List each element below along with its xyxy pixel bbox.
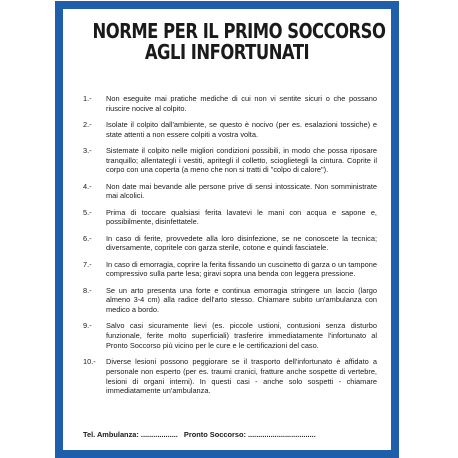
rule-number: 8.- <box>83 285 92 295</box>
sign-footer <box>83 430 381 439</box>
first-aid-sign <box>55 1 399 458</box>
rule-number: 7.- <box>83 259 92 269</box>
rule-number: 3.- <box>83 146 92 155</box>
rule-item <box>83 286 377 315</box>
ambulance-phone-label: Tel. Ambulanza: .................. <box>83 430 178 439</box>
rule-number: 6.- <box>83 233 92 243</box>
rule-item <box>83 182 377 201</box>
rule-text: Salvo casi sicuramente lievi (es. piccole ustioni, contusioni senza disturbo funzionale, ferite molto superficiali) trasferire immediatamente l'infortunato al Pronto Soccorso più vicino per le cure e le certificazioni del caso. <box>106 321 377 350</box>
rules-list <box>83 94 377 403</box>
rule-number: 10.- <box>83 357 96 367</box>
rule-text: Prima di toccare qualsiasi ferita lavatevi le mani con acqua e sapone e, possibilmente, disinfettatele. <box>106 207 377 227</box>
rule-item <box>83 321 377 350</box>
rule-text: In caso di ferite, provvedete alla loro disinfezione, se ne conoscete la tecnica; diversamente, copritele con garza sterile, cotone e quindi fasciatele. <box>106 233 377 253</box>
rule-item <box>83 120 377 139</box>
rule-number: 2.- <box>83 120 92 129</box>
rule-item <box>83 208 377 227</box>
rule-number: 9.- <box>83 321 92 331</box>
rule-number: 5.- <box>83 207 92 217</box>
sign-title <box>92 19 386 64</box>
rule-text: Non date mai bevande alle persone prive di sensi intossicate. Non somministrate mai alcolici. <box>106 181 377 201</box>
rule-item <box>83 146 377 175</box>
rule-text: Diverse lesioni possono peggiorare se il trasporto dell'infortunato è affidato a personale non esperto (per es. traumi cranici, fratture anche sospette di vertebre, lesioni di organi interni). In questi casi - anche solo sospetti - chiamare immediatamente un'ambulanza. <box>106 357 377 396</box>
rule-text: In caso di emorragia, coprire la ferita fissando un cuscinetto di garza o un tampone compressivo sulla parte lesa; giravi sopra una benda con leggera pressione. <box>106 259 377 279</box>
rule-item <box>83 357 377 396</box>
title-line-1: NORME PER IL PRIMO SOCCORSO <box>92 19 386 43</box>
emergency-phone-label: Pronto Soccorso: ................................. <box>183 430 316 439</box>
rule-text: Non eseguite mai pratiche mediche di cui non vi sentite sicuri o che possano riuscire nocive al colpito. <box>106 94 377 113</box>
rule-number: 1.- <box>83 94 92 103</box>
rule-item <box>83 94 377 113</box>
title-line-2: AGLI INFORTUNATI <box>144 40 310 64</box>
rule-item <box>83 234 377 253</box>
rule-text: Isolate il colpito dall'ambiente, se questo è nocivo (per es. esalazioni tossiche) e state attenti a non essere colpiti a vostra volta. <box>106 120 377 139</box>
rule-text: Se un arto presenta una forte e continua emorragia stringere un laccio (largo almeno 3-4 cm) alla radice dell'arto stesso. Chiamare subito un'ambulanza con medico a bordo. <box>106 285 377 315</box>
rule-number: 4.- <box>83 181 92 191</box>
rule-text: Sistemate il colpito nelle migliori condizioni possibili, in modo che possa riposare tranquillo; allentategli i vestiti, apritegli il colletto, scioglietegli la cintura. Coprite il corpo con una coperta (a meno che non si tratti di "colpo di calore"). <box>106 146 377 175</box>
rule-item <box>83 260 377 279</box>
